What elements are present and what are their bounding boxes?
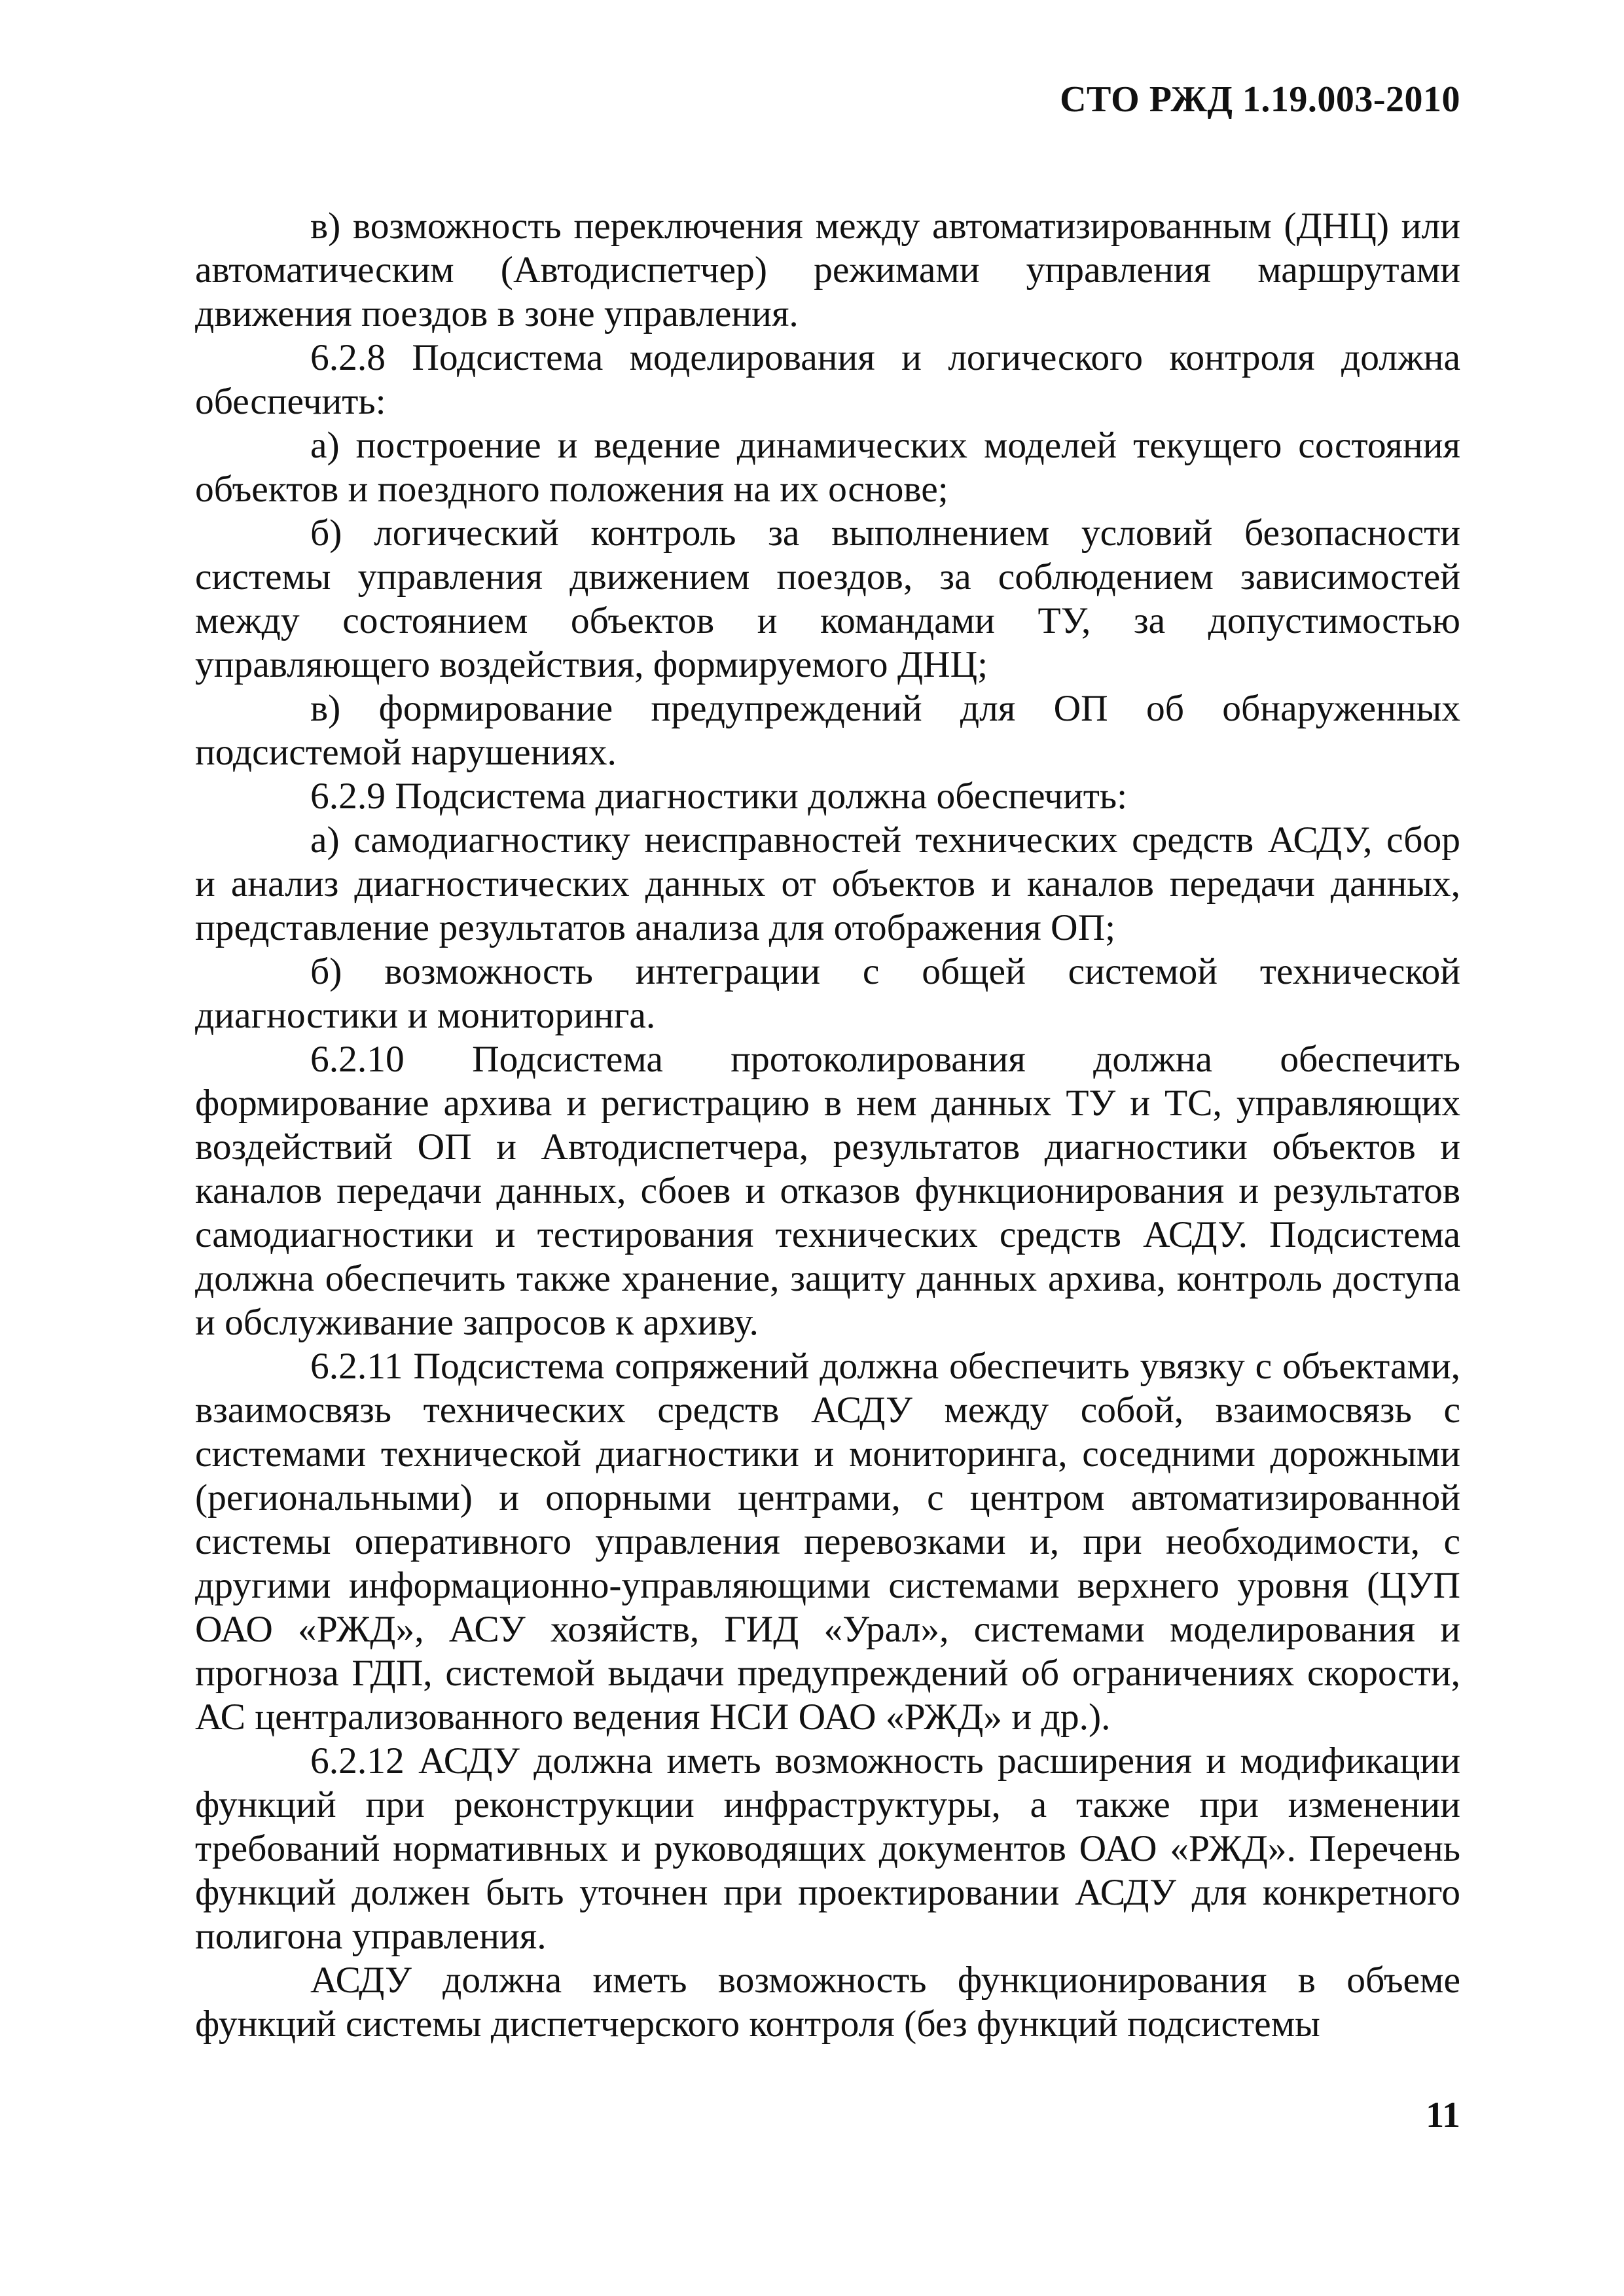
paragraph: а) построение и ведение динамических моделей текущего состояния объектов и поездного положения на их основе;: [195, 425, 1460, 510]
paragraph: а) самодиагностику неисправностей технических средств АСДУ, сбор и анализ диагностических данных от объектов и каналов передачи данных, представление результатов анализа для отображения ОП;: [195, 819, 1460, 948]
paragraph: б) возможность интеграции с общей системой технической диагностики и мониторинга.: [195, 951, 1460, 1036]
paragraph: б) логический контроль за выполнением условий безопасности системы управления движением поездов, за соблюдением зависимостей между состоянием объектов и командами ТУ, за допустимостью управляющего воздействия, формируемого ДНЦ;: [195, 512, 1460, 685]
paragraph: 6.2.10 Подсистема протоколирования должна обеспечить формирование архива и регистрацию в нем данных ТУ и ТС, управляющих воздействий ОП и Автодиспетчера, результатов диагностики объектов и каналов передачи данных, сбоев и отказов функционирования и результатов самодиагностики и тестирования технических средств АСДУ. Подсистема должна обеспечить также хранение, защиту данных архива, контроль доступа и обслуживание запросов к архиву.: [195, 1039, 1460, 1343]
paragraph: в) возможность переключения между автоматизированным (ДНЦ) или автоматическим (Автодиспетчер) режимами управления маршрутами движения поездов в зоне управления.: [195, 206, 1460, 334]
paragraph: 6.2.12 АСДУ должна иметь возможность расширения и модификации функций при реконструкции инфраструктуры, а также при изменении требований нормативных и руководящих документов ОАО «РЖД». Перечень функций должен быть уточнен при проектировании АСДУ для конкретного полигона управления.: [195, 1740, 1460, 1957]
page-number: 11: [1426, 2095, 1460, 2136]
page-body: [195, 204, 1460, 2046]
paragraph: 6.2.9 Подсистема диагностики должна обеспечить:: [310, 776, 1128, 817]
paragraph: АСДУ должна иметь возможность функционирования в объеме функций системы диспетчерского контроля (без функций подсистемы: [195, 1960, 1460, 2045]
paragraph: в) формирование предупреждений для ОП об обнаруженных подсистемой нарушениях.: [195, 688, 1460, 773]
paragraph: 6.2.8 Подсистема моделирования и логического контроля должна обеспечить:: [195, 337, 1460, 422]
paragraph: 6.2.11 Подсистема сопряжений должна обеспечить увязку с объектами, взаимосвязь технических средств АСДУ между собой, взаимосвязь с системами технической диагностики и мониторинга, соседними дорожными (региональными) и опорными центрами, с центром автоматизированной системы оперативного управления перевозками и, при необходимости, с другими информационно-управляющими системами верхнего уровня (ЦУП ОАО «РЖД», АСУ хозяйств, ГИД «Урал», системами моделирования и прогноза ГДП, системой выдачи предупреждений об ограничениях скорости, АС централизованного ведения НСИ ОАО «РЖД» и др.).: [195, 1346, 1460, 1738]
document-code-header: СТО РЖД 1.19.003-2010: [1060, 79, 1460, 120]
